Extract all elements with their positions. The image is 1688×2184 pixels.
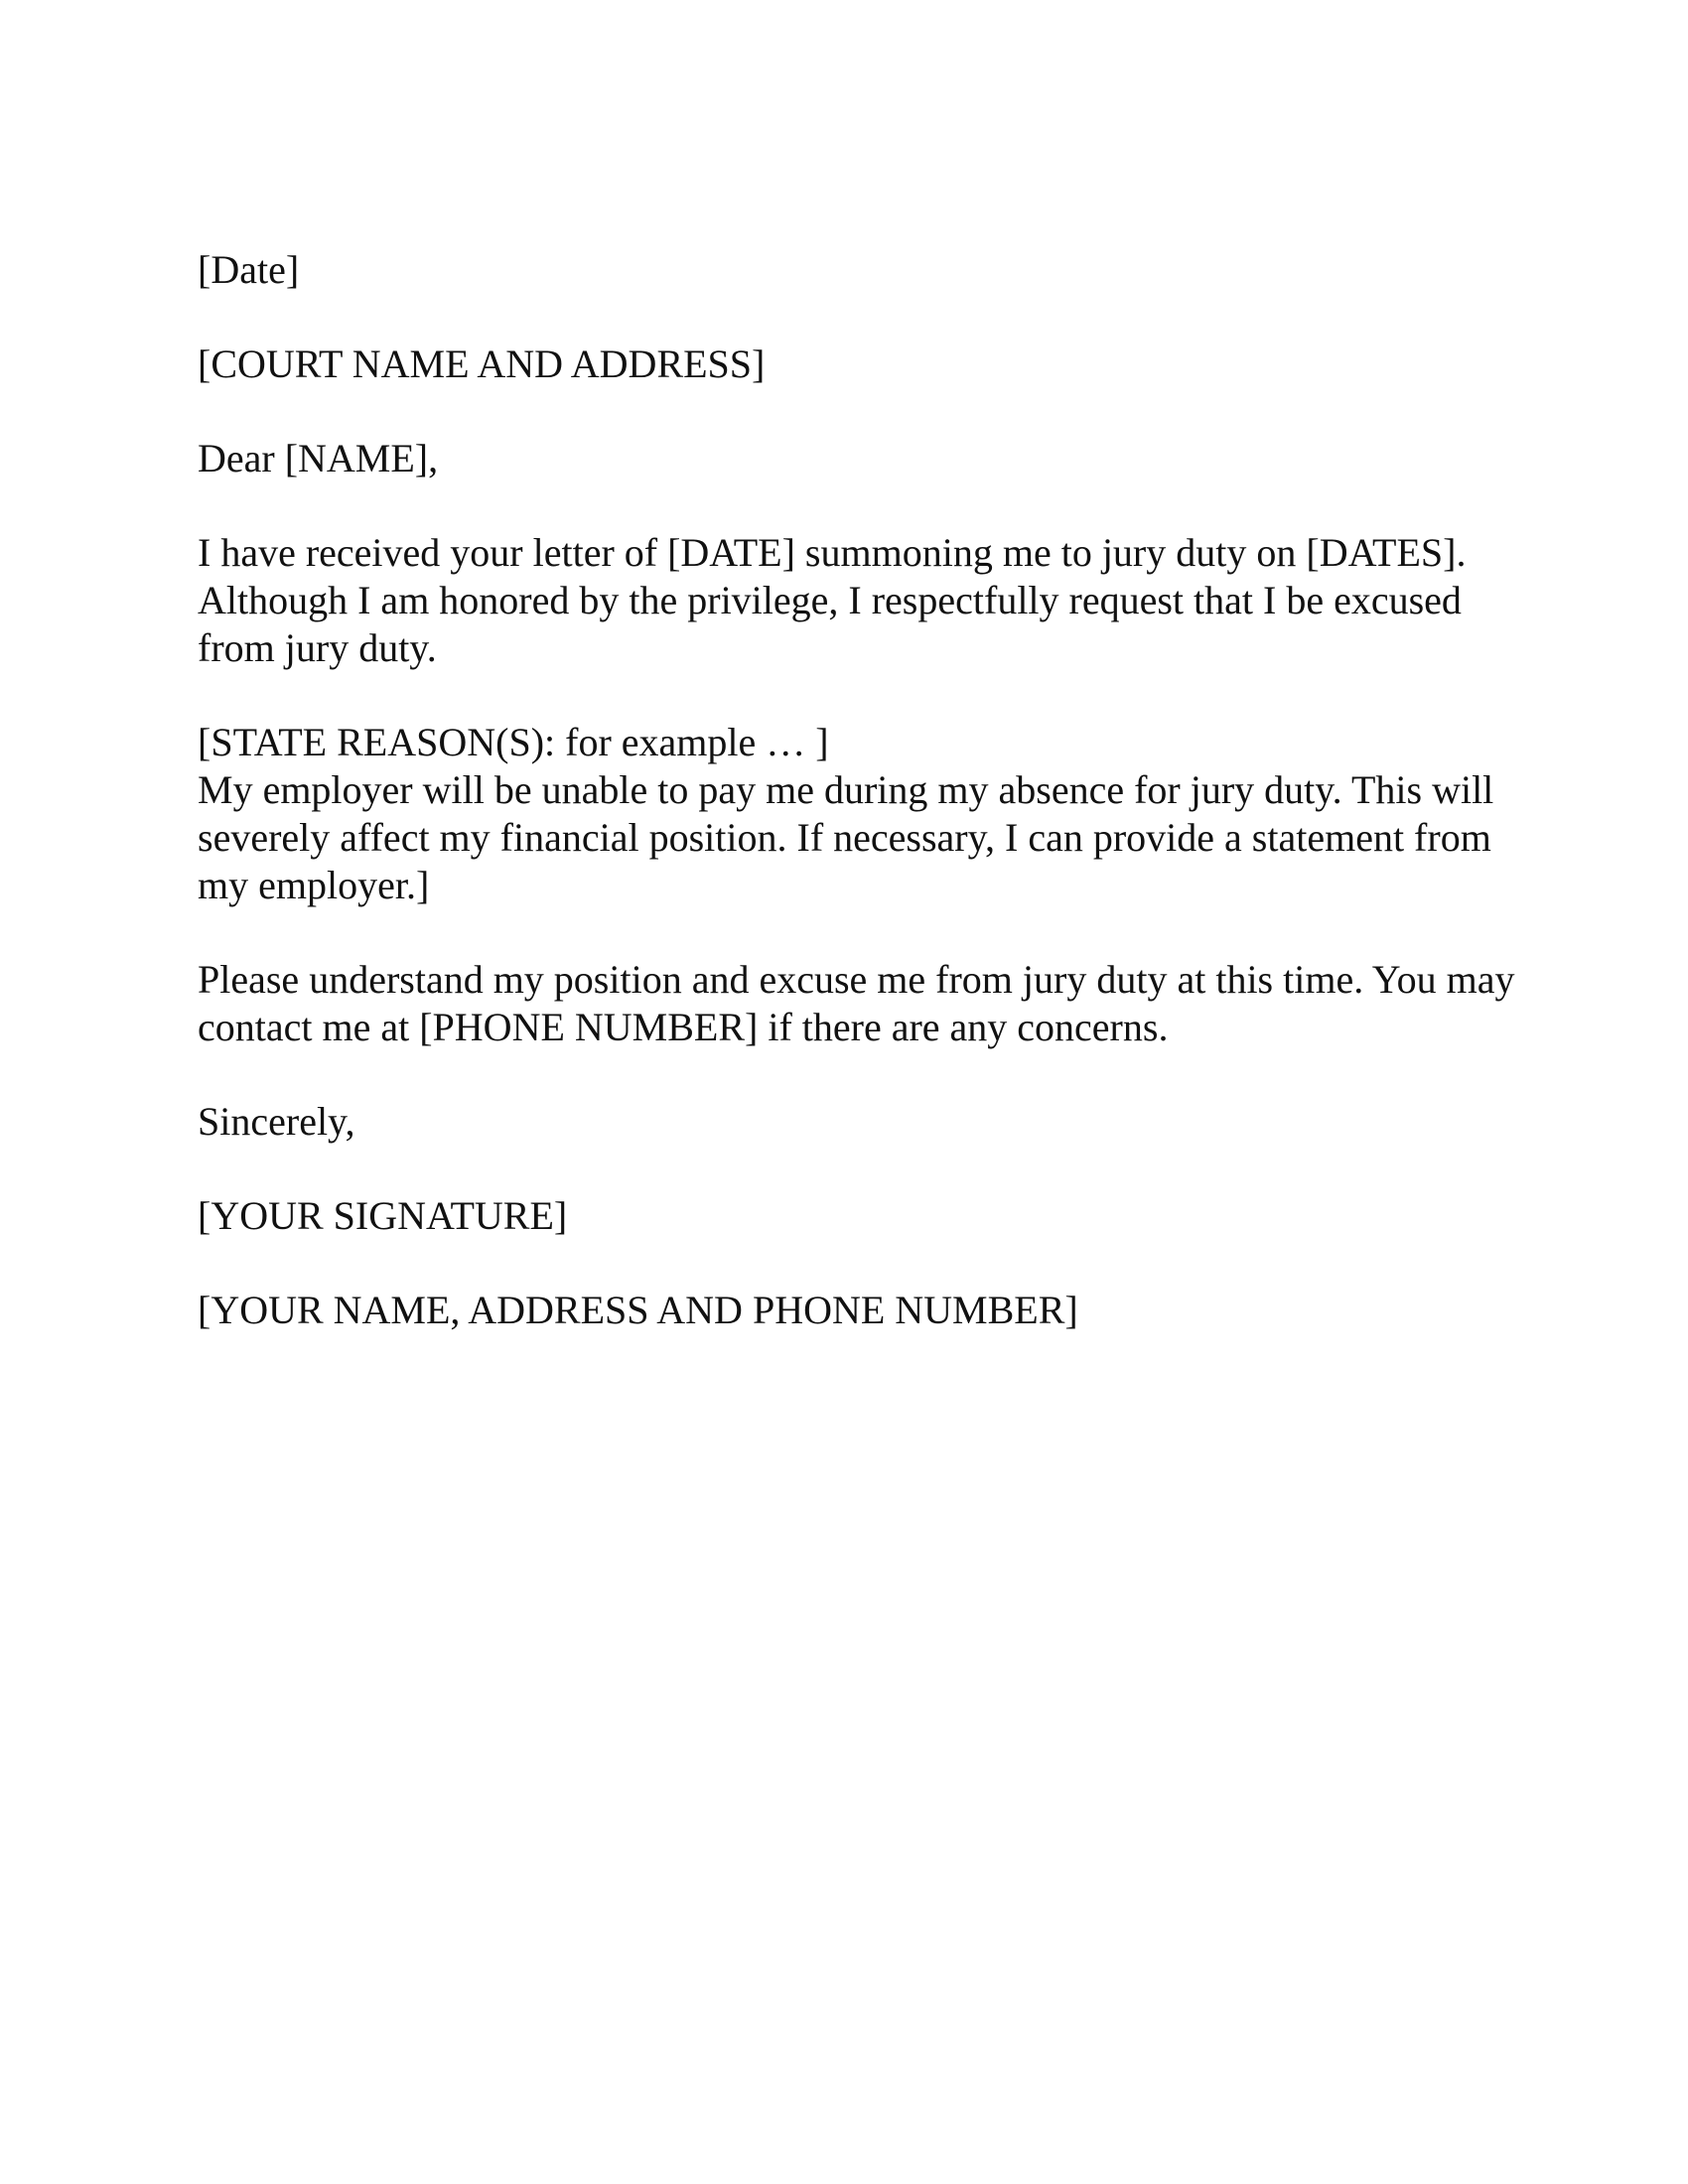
court-address-block [198, 341, 1508, 388]
paragraph-request [198, 529, 1508, 672]
signature-placeholder: [YOUR SIGNATURE] [198, 1193, 568, 1238]
letter-body [198, 246, 1515, 1381]
closing-block [198, 1098, 1508, 1146]
paragraph-line: My employer will be unable to pay me during my absence for jury duty. This will [198, 767, 1494, 812]
paragraph-reasons [198, 719, 1508, 909]
date-text: [Date] [198, 247, 300, 292]
paragraph-line: severely affect my financial position. If necessary, I can provide a statement from [198, 815, 1491, 860]
paragraph-line: my employer.] [198, 863, 430, 907]
paragraph-line: from jury duty. [198, 625, 437, 670]
contact-details: [YOUR NAME, ADDRESS AND PHONE NUMBER] [198, 1288, 1078, 1332]
signature-block [198, 1192, 1508, 1240]
court-name-address: [COURT NAME AND ADDRESS] [198, 341, 766, 386]
closing: Sincerely, [198, 1099, 355, 1144]
contact-block [198, 1287, 1508, 1334]
salutation-block [198, 435, 1508, 482]
paragraph-line: contact me at [PHONE NUMBER] if there are any concerns. [198, 1005, 1169, 1049]
salutation: Dear [NAME], [198, 436, 439, 480]
paragraph-closing-request [198, 956, 1515, 1051]
date-line [198, 246, 1508, 294]
paragraph-line: Please understand my position and excuse me from jury duty at this time. You may [198, 957, 1515, 1002]
paragraph-line: Although I am honored by the privilege, I respectfully request that I be excused [198, 578, 1462, 622]
paragraph-line: I have received your letter of [DATE] summoning me to jury duty on [DATES]. [198, 530, 1467, 575]
paragraph-line: [STATE REASON(S): for example … ] [198, 720, 829, 764]
